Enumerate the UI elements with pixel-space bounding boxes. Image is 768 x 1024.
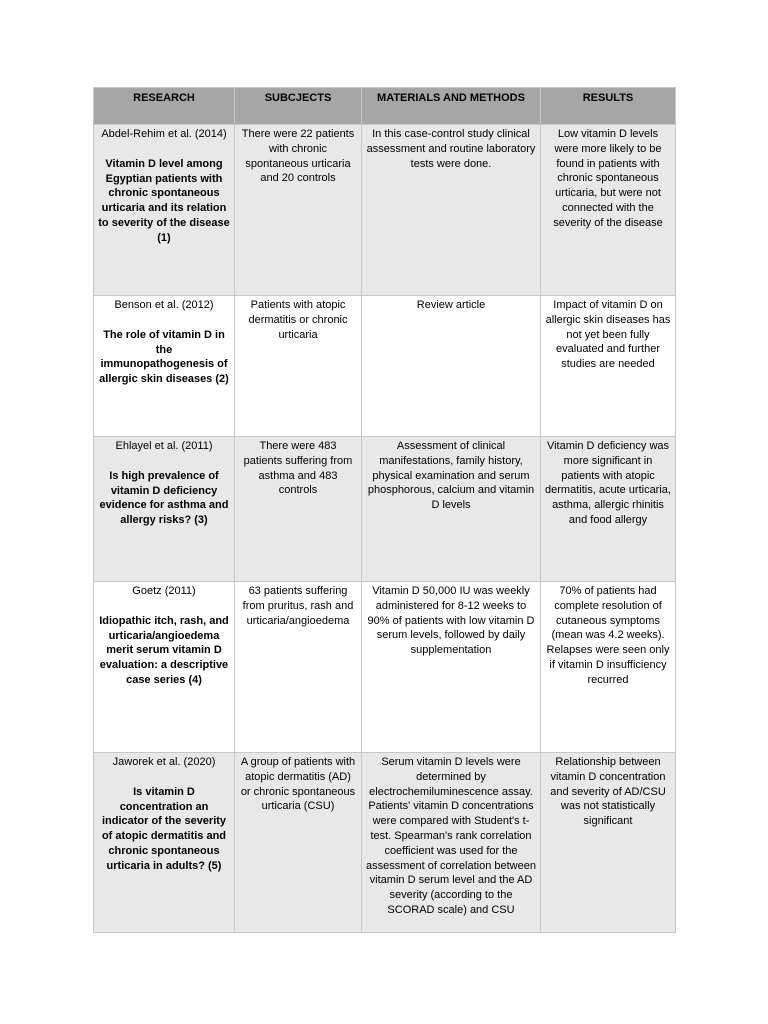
- header-subjects: SUBCJECTS: [235, 88, 362, 125]
- methods-cell: Review article: [362, 296, 541, 437]
- header-results: RESULTS: [541, 88, 676, 125]
- research-cell: [94, 753, 235, 933]
- study-title: Is vitamin D concentration an indicator of the severity of atopic dermatitis and chronic spontaneous urticaria in adults? (5): [101, 785, 227, 872]
- citation: Abdel-Rehim et al. (2014): [101, 128, 227, 140]
- research-table: [93, 87, 676, 933]
- research-cell: [94, 437, 235, 582]
- research-cell: [94, 296, 235, 437]
- results-cell: 70% of patients had complete resolution of cutaneous symptoms (mean was 4.2 weeks). Relapses were seen only if vitamin D insufficiency recurred: [541, 582, 676, 753]
- study-title: Is high prevalence of vitamin D deficiency evidence for asthma and allergy risks? (3): [99, 469, 229, 527]
- methods-cell: In this case-control study clinical assessment and routine laboratory tests were done.: [362, 125, 541, 296]
- subjects-cell: A group of patients with atopic dermatitis (AD) or chronic spontaneous urticaria (CSU): [235, 753, 362, 933]
- citation: Benson et al. (2012): [114, 299, 214, 311]
- table-row: [94, 582, 676, 753]
- methods-cell: Vitamin D 50,000 IU was weekly administered for 8-12 weeks to 90% of patients with low vitamin D serum levels, followed by daily supplementation: [362, 582, 541, 753]
- table-row: [94, 296, 676, 437]
- methods-cell: Assessment of clinical manifestations, family history, physical examination and serum phosphorous, calcium and vitamin D levels: [362, 437, 541, 582]
- header-materials-methods: MATERIALS AND METHODS: [362, 88, 541, 125]
- results-cell: Relationship between vitamin D concentration and severity of AD/CSU was not statistically significant: [541, 753, 676, 933]
- study-title: Idiopathic itch, rash, and urticaria/angioedema merit serum vitamin D evaluation: a descriptive case series (4): [99, 614, 229, 686]
- header-row: [94, 88, 676, 125]
- research-cell: [94, 582, 235, 753]
- results-cell: Vitamin D deficiency was more significant in patients with atopic dermatitis, acute urticaria, asthma, allergic rhinitis and food allergy: [541, 437, 676, 582]
- study-title: The role of vitamin D in the immunopathogenesis of allergic skin diseases (2): [99, 328, 229, 386]
- subjects-cell: Patients with atopic dermatitis or chronic urticaria: [235, 296, 362, 437]
- table-row: [94, 437, 676, 582]
- citation: Jaworek et al. (2020): [112, 756, 216, 768]
- subjects-cell: There were 483 patients suffering from asthma and 483 controls: [235, 437, 362, 582]
- study-title: Vitamin D level among Egyptian patients with chronic spontaneous urticaria and its relation to severity of the disease (1): [98, 157, 230, 244]
- table-row: [94, 125, 676, 296]
- research-cell: [94, 125, 235, 296]
- header-research: RESEARCH: [94, 88, 235, 125]
- methods-cell: Serum vitamin D levels were determined by electrochemiluminescence assay. Patients' vitamin D concentrations were compared with Student's t-test. Spearman's rank correlation coefficient was used for the assessment of correlation between vitamin D serum level and the AD severity (according to the SCORAD scale) and CSU: [362, 753, 541, 933]
- subjects-cell: There were 22 patients with chronic spontaneous urticaria and 20 controls: [235, 125, 362, 296]
- table-row: [94, 753, 676, 933]
- citation: Goetz (2011): [132, 585, 196, 597]
- citation: Ehlayel et al. (2011): [115, 440, 213, 452]
- subjects-cell: 63 patients suffering from pruritus, rash and urticaria/angioedema: [235, 582, 362, 753]
- results-cell: Impact of vitamin D on allergic skin diseases has not yet been fully evaluated and further studies are needed: [541, 296, 676, 437]
- results-cell: Low vitamin D levels were more likely to be found in patients with chronic spontaneous urticaria, but were not connected with the severity of the disease: [541, 125, 676, 296]
